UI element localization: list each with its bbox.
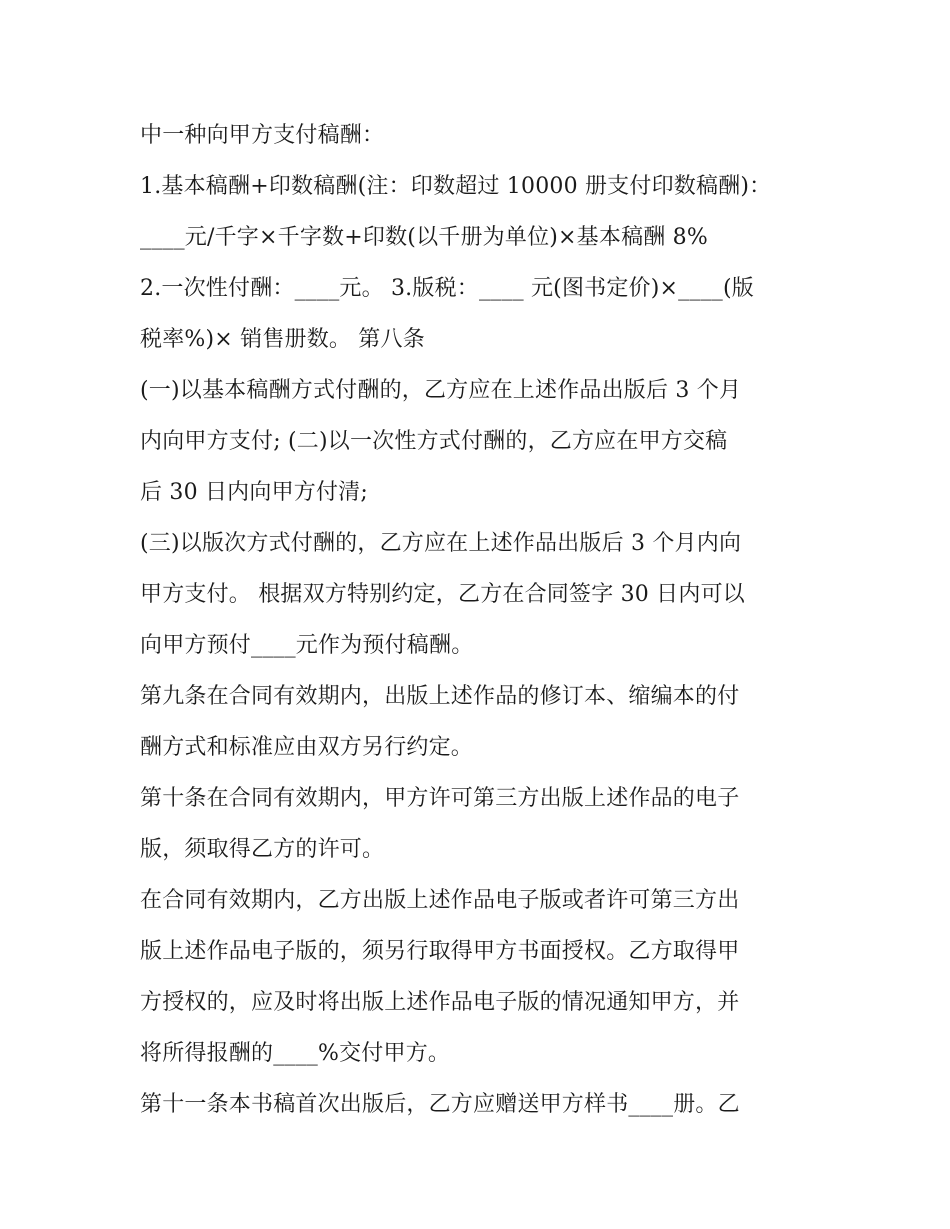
text-line: 版上述作品电子版的，须另行取得甲方书面授权。乙方取得甲 <box>140 939 740 964</box>
text-line: 版，须取得乙方的许可。 <box>140 837 385 862</box>
text-line: 中一种向甲方支付稿酬： <box>140 123 385 148</box>
text-line: 向甲方预付____元作为预付稿酬。 <box>140 633 474 658</box>
text-line: (三)以版次方式付酬的，乙方应在上述作品出版后 3 个月内向 <box>140 531 742 556</box>
text-line: 甲方支付。 根据双方特别约定，乙方在合同签字 30 日内可以 <box>140 582 745 607</box>
text-line: ____元/千字×千字数+印数(以千册为单位)×基本稿酬 8% <box>140 225 708 250</box>
text-line: 第九条在合同有效期内，出版上述作品的修订本、缩编本的付 <box>140 684 740 709</box>
text-line: 后 30 日内向甲方付清; <box>140 480 368 505</box>
text-line: 内向甲方支付; (二)以一次性方式付酬的，乙方应在甲方交稿 <box>140 429 728 454</box>
document-page <box>140 110 810 1130</box>
text-line: 在合同有效期内，乙方出版上述作品电子版或者许可第三方出 <box>140 888 740 913</box>
text-line: 税率%)× 销售册数。 第八条 <box>140 327 425 352</box>
text-line: 将所得报酬的____%交付甲方。 <box>140 1041 451 1066</box>
text-line: (一)以基本稿酬方式付酬的，乙方应在上述作品出版后 3 个月 <box>140 378 742 403</box>
text-line: 方授权的，应及时将出版上述作品电子版的情况通知甲方，并 <box>140 990 740 1015</box>
text-line: 1.基本稿酬+印数稿酬(注：印数超过 10000 册支付印数稿酬)： <box>140 174 772 199</box>
text-line: 第十条在合同有效期内，甲方许可第三方出版上述作品的电子 <box>140 786 740 811</box>
text-line: 第十一条本书稿首次出版后，乙方应赠送甲方样书____册。乙 <box>140 1092 740 1117</box>
text-line: 2.一次性付酬：____元。 3.版税：____ 元(图书定价)×____(版 <box>140 276 754 301</box>
text-line: 酬方式和标准应由双方另行约定。 <box>140 735 474 760</box>
